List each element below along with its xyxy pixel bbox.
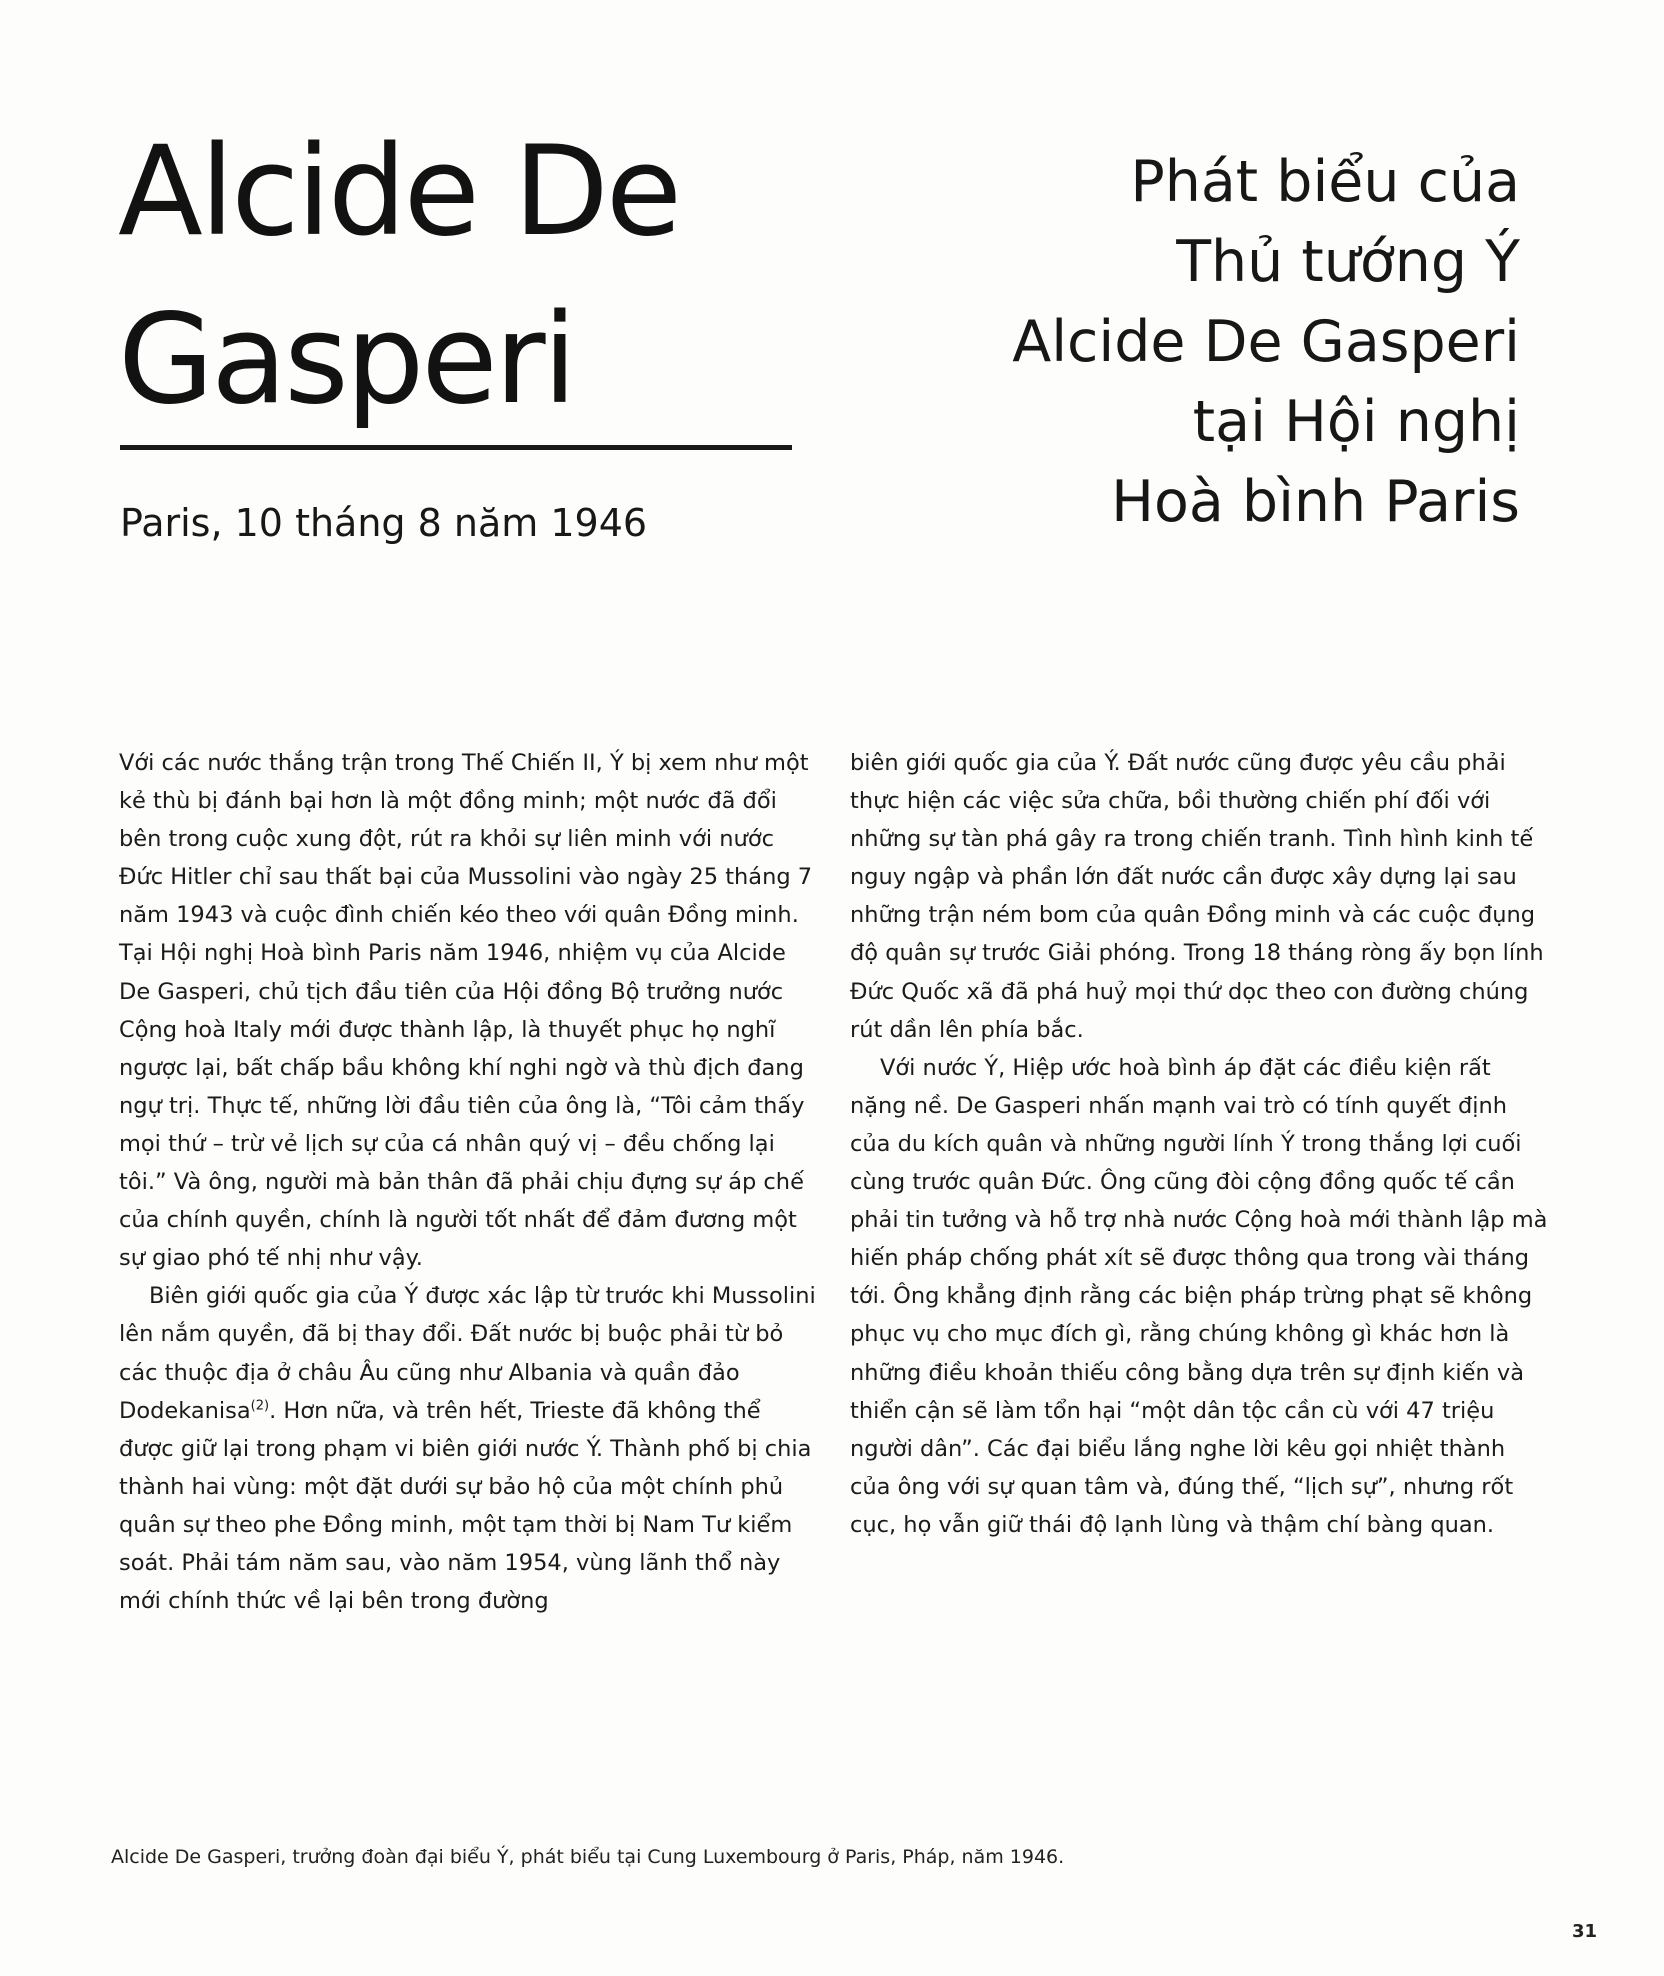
body-paragraph <box>119 1277 819 1620</box>
title-line-2: Gasperi <box>118 288 575 432</box>
speech-heading-line: Alcide De Gasperi <box>1012 309 1520 375</box>
dateline: Paris, 10 tháng 8 năm 1946 <box>120 501 648 545</box>
speech-heading-line: tại Hội nghị <box>1192 389 1520 455</box>
speech-heading-line: Hoà bình Paris <box>1111 469 1520 535</box>
body-paragraph: biên giới quốc gia của Ý. Đất nước cũng được yêu cầu phải thực hiện các việc sửa chữa, bồi thường chiến phí đối với những sự tàn phá gây ra trong chiến tranh. Tình hình kinh tế nguy ngập và phần lớn đất nước cần được xây dựng lại sau những trận ném bom của quân Đồng minh và các cuộc đụng độ quân sự trước Giải phóng. Trong 18 tháng ròng ấy bọn lính Đức Quốc xã đã phá huỷ mọi thứ dọc theo con đường chúng rút dần lên phía bắc. <box>850 750 1544 1043</box>
body-column-right <box>850 744 1550 1544</box>
page-number: 31 <box>1572 1921 1598 1942</box>
body-column-left <box>119 744 819 1620</box>
body-text: Biên giới quốc gia của Ý được xác lập từ trước khi Mussolini lên nắm quyền, đã bị thay đổi. Đất nước bị buộc phải từ bỏ các thuộc địa ở châu Âu cũng như Albania và quần đảo Dodekanisa <box>119 1283 816 1424</box>
speech-heading-line: Thủ tướng Ý <box>1176 229 1520 295</box>
body-text: . Hơn nữa, và trên hết, Trieste đã không thể được giữ lại trong phạm vi biên giới nước Ý. Thành phố bị chia thành hai vùng: một đặt dưới sự bảo hộ của một chính phủ quân sự theo phe Đồng minh, một tạm thời bị Nam Tư kiểm soát. Phải tám năm sau, vào năm 1954, vùng lãnh thổ này mới chính thức về lại bên trong đường <box>119 1397 812 1615</box>
footnote-marker[interactable]: (2) <box>250 1398 270 1414</box>
body-paragraph: Với nước Ý, Hiệp ước hoà bình áp đặt các điều kiện rất nặng nề. De Gasperi nhấn mạnh vai trò có tính quyết định của du kích quân và những người lính Ý trong thắng lợi cuối cùng trước quân Đức. Ông cũng đòi cộng đồng quốc tế cần phải tin tưởng và hỗ trợ nhà nước Cộng hoà mới thành lập mà hiến pháp chống phát xít sẽ được thông qua trong vài tháng tới. Ông khẳng định rằng các biện pháp trừng phạt sẽ không phục vụ cho mục đích gì, rằng chúng không gì khác hơn là những điều khoản thiếu công bằng dựa trên sự định kiến và thiển cận sẽ làm tổn hại “một dân tộc cần cù với 47 triệu người dân”. Các đại biểu lắng nghe lời kêu gọi nhiệt thành của ông với sự quan tâm và, đúng thế, “lịch sự”, nhưng rốt cục, họ vẫn giữ thái độ lạnh lùng và thậm chí bàng quan. <box>850 1054 1548 1538</box>
page-title <box>118 108 818 444</box>
body-paragraph: Với các nước thắng trận trong Thế Chiến II, Ý bị xem như một kẻ thù bị đánh bại hơn là một đồng minh; một nước đã đổi bên trong cuộc xung đột, rút ra khỏi sự liên minh với nước Đức Hitler chỉ sau thất bại của Mussolini vào ngày 25 tháng 7 năm 1943 và cuộc đình chiến kéo theo với quân Đồng minh. Tại Hội nghị Hoà bình Paris năm 1946, nhiệm vụ của Alcide De Gasperi, chủ tịch đầu tiên của Hội đồng Bộ trưởng nước Cộng hoà Italy mới được thành lập, là thuyết phục họ nghĩ ngược lại, bất chấp bầu không khí nghi ngờ và thù địch đang ngự trị. Thực tế, những lời đầu tiên của ông là, “Tôi cảm thấy mọi thứ – trừ vẻ lịch sự của cá nhân quý vị – đều chống lại tôi.” Và ông, người mà bản thân đã phải chịu đựng sự áp chế của chính quyền, chính là người tốt nhất để đảm đương một sự giao phó tế nhị như vậy. <box>119 750 813 1272</box>
speech-heading <box>960 142 1520 542</box>
photo-caption: Alcide De Gasperi, trưởng đoàn đại biểu Ý, phát biểu tại Cung Luxembourg ở Paris, Pháp, năm 1946. <box>111 1846 1065 1868</box>
title-divider <box>120 445 792 450</box>
speech-heading-line: Phát biểu của <box>1130 149 1520 215</box>
title-line-1: Alcide De <box>118 120 680 264</box>
